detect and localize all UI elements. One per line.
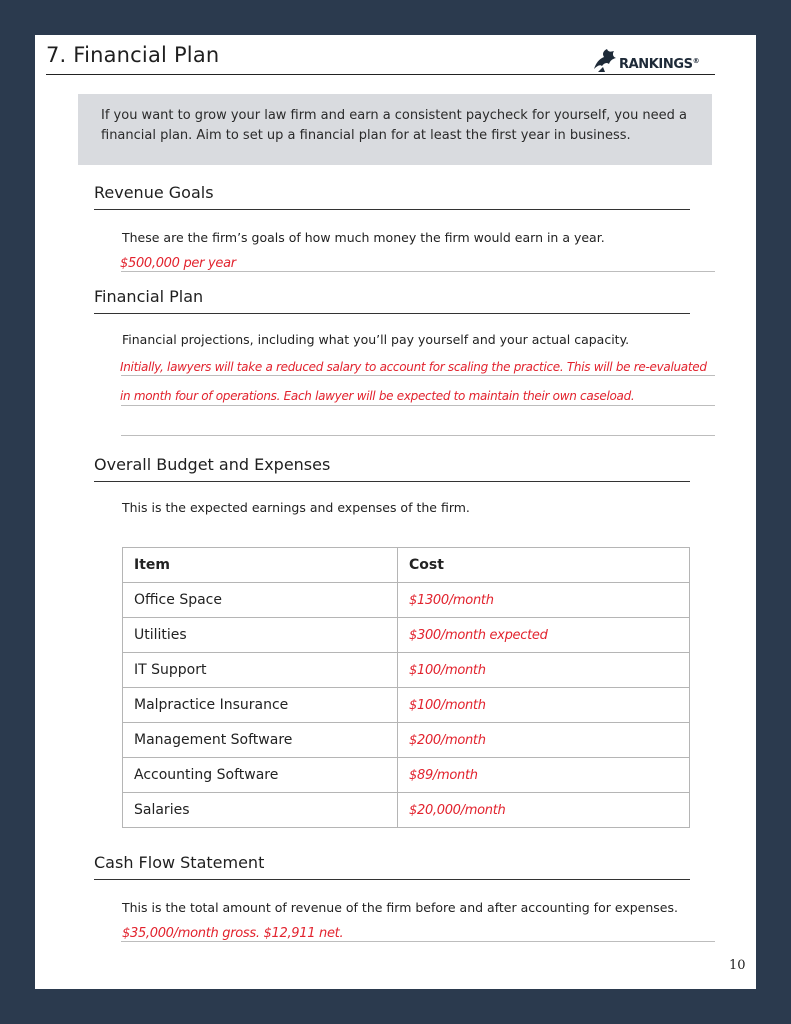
- revenue-goals-description: These are the firm’s goals of how much money the firm would earn in a year.: [122, 230, 605, 245]
- revenue-goals-answer-line: [121, 271, 715, 272]
- cost-cell[interactable]: $20,000/month: [398, 793, 690, 828]
- financial-plan-heading: Financial Plan: [94, 287, 204, 306]
- budget-description: This is the expected earnings and expenses of the firm.: [122, 500, 470, 515]
- table-row: [123, 793, 690, 828]
- financial-plan-answer-line-2[interactable]: in month four of operations. Each lawyer will be expected to maintain their own caseload.: [120, 389, 635, 403]
- budget-heading: Overall Budget and Expenses: [94, 455, 331, 474]
- cost-cell[interactable]: $200/month: [398, 723, 690, 758]
- financial-plan-description: Financial projections, including what you’ll pay yourself and your actual capacity.: [122, 332, 630, 347]
- item-cell: Office Space: [123, 583, 398, 618]
- financial-plan-divider: [94, 313, 690, 314]
- cash-flow-answer[interactable]: $35,000/month gross. $12,911 net.: [122, 926, 344, 941]
- budget-divider: [94, 481, 690, 482]
- financial-plan-rule-1: [121, 375, 715, 376]
- item-cell: Accounting Software: [123, 758, 398, 793]
- document-page: [35, 35, 756, 989]
- column-header-item: Item: [123, 548, 398, 583]
- cost-cell[interactable]: $100/month: [398, 653, 690, 688]
- budget-table: [122, 547, 690, 828]
- cash-flow-description: This is the total amount of revenue of the firm before and after accounting for expenses.: [122, 900, 678, 915]
- intro-box: [78, 94, 712, 165]
- cost-cell[interactable]: $100/month: [398, 688, 690, 723]
- logo-wordmark: RANKINGS®: [619, 57, 700, 72]
- table-row: [123, 723, 690, 758]
- intro-text: If you want to grow your law firm and earn a consistent paycheck for yourself, you need a financial plan. Aim to set up a financial plan for at least the first year in business.: [101, 108, 688, 143]
- table-header-row: [123, 548, 690, 583]
- page-number: 10: [729, 958, 746, 973]
- financial-plan-answer-line-1[interactable]: Initially, lawyers will take a reduced salary to account for scaling the practice. This will be re-evaluated: [120, 360, 707, 374]
- cash-flow-answer-line: [121, 941, 715, 942]
- table-row: [123, 688, 690, 723]
- item-cell: Management Software: [123, 723, 398, 758]
- financial-plan-rule-2: [121, 405, 715, 406]
- cost-cell[interactable]: $89/month: [398, 758, 690, 793]
- item-cell: Malpractice Insurance: [123, 688, 398, 723]
- table-row: [123, 583, 690, 618]
- rankings-logo: [590, 45, 716, 75]
- griffin-icon: [590, 45, 620, 75]
- item-cell: IT Support: [123, 653, 398, 688]
- page-title: 7. Financial Plan: [46, 43, 220, 67]
- item-cell: Utilities: [123, 618, 398, 653]
- table-row: [123, 653, 690, 688]
- cash-flow-heading: Cash Flow Statement: [94, 853, 265, 872]
- cost-cell[interactable]: $1300/month: [398, 583, 690, 618]
- column-header-cost: Cost: [398, 548, 690, 583]
- table-row: [123, 618, 690, 653]
- financial-plan-rule-3: [121, 435, 715, 436]
- revenue-goals-heading: Revenue Goals: [94, 183, 214, 202]
- cash-flow-divider: [94, 879, 690, 880]
- table-row: [123, 758, 690, 793]
- item-cell: Salaries: [123, 793, 398, 828]
- revenue-goals-divider: [94, 209, 690, 210]
- cost-cell[interactable]: $300/month expected: [398, 618, 690, 653]
- revenue-goals-answer[interactable]: $500,000 per year: [120, 256, 236, 271]
